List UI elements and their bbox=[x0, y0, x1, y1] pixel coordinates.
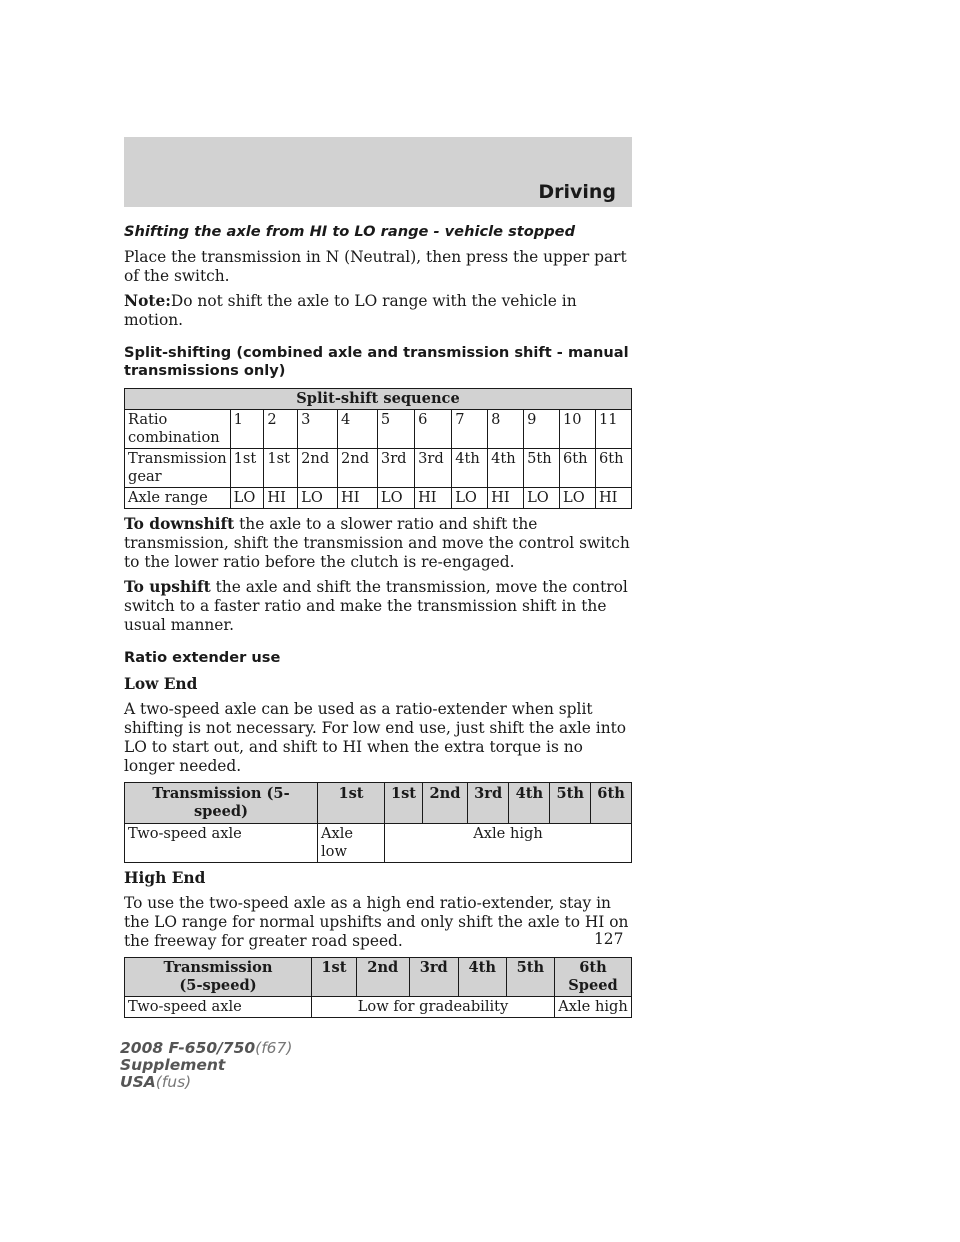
heading-low-end: Low End bbox=[124, 675, 198, 693]
paragraph-neutral: Place the transmission in N (Neutral), then press the upper part of the switch. bbox=[124, 248, 627, 285]
table-cell: 4 bbox=[338, 410, 378, 449]
table-cell: 4th bbox=[452, 449, 488, 488]
heading-split-shifting: Split-shifting (combined axle and transmission shift - manual transmissions only) bbox=[124, 344, 629, 379]
table-cell: 1 bbox=[230, 410, 264, 449]
table-cell: Axle low bbox=[318, 824, 385, 863]
table-cell: 6th bbox=[560, 449, 596, 488]
table-row bbox=[125, 410, 632, 449]
section-header-bar bbox=[124, 137, 632, 207]
table-cell: Axle high bbox=[555, 997, 632, 1018]
table-header-row bbox=[125, 958, 632, 997]
split-shift-table bbox=[124, 388, 632, 509]
footer-market-code: (fus) bbox=[155, 1073, 192, 1091]
table-cell: HI bbox=[595, 488, 631, 509]
heading-ratio-extender: Ratio extender use bbox=[124, 649, 281, 666]
header-line: (5-speed) bbox=[179, 977, 257, 994]
row-label: Transmission gear bbox=[125, 449, 231, 488]
section-title: Driving bbox=[538, 181, 616, 203]
table-cell: 3rd bbox=[377, 449, 414, 488]
table-cell: HI bbox=[415, 488, 452, 509]
table-header-cell: Transmission (5-speed) bbox=[125, 783, 318, 824]
table-header-cell: 6th bbox=[591, 783, 632, 824]
header-line: Transmission bbox=[163, 959, 273, 976]
header-line: 6th bbox=[579, 959, 607, 976]
footer-doc-id bbox=[120, 1040, 292, 1091]
table-cell: HI bbox=[488, 488, 524, 509]
table-cell: 6th bbox=[595, 449, 631, 488]
table-header-cell: 2nd bbox=[423, 783, 468, 824]
table-cell: 7 bbox=[452, 410, 488, 449]
row-label: Two-speed axle bbox=[125, 997, 312, 1018]
table-cell: 1st bbox=[230, 449, 264, 488]
table-header-cell bbox=[125, 958, 312, 997]
table-cell: 1st bbox=[264, 449, 298, 488]
heading-axle-hi-to-lo: Shifting the axle from HI to LO range - vehicle stopped bbox=[124, 223, 576, 240]
footer-market: USA bbox=[120, 1073, 156, 1091]
table-cell: 5 bbox=[377, 410, 414, 449]
table-header-row bbox=[125, 783, 632, 824]
table-cell: LO bbox=[377, 488, 414, 509]
high-end-table bbox=[124, 957, 632, 1018]
paragraph-high-end: To use the two-speed axle as a high end ratio-extender, stay in the LO range for normal upshifts and only shift the axle to HI on the freeway for greater road speed. bbox=[124, 894, 629, 950]
table-cell: 6 bbox=[415, 410, 452, 449]
table-cell: Axle high bbox=[385, 824, 632, 863]
table-cell: 5th bbox=[524, 449, 560, 488]
table-row bbox=[125, 449, 632, 488]
table-row bbox=[125, 824, 632, 863]
page-number: 127 bbox=[594, 930, 624, 948]
table-cell: 3rd bbox=[415, 449, 452, 488]
downshift-paragraph bbox=[124, 515, 632, 572]
table-cell: LO bbox=[524, 488, 560, 509]
footer-model: 2008 F-650/750 bbox=[120, 1039, 256, 1057]
heading-high-end: High End bbox=[124, 869, 206, 887]
table-cell: Low for gradeability bbox=[312, 997, 555, 1018]
table-header-cell: 5th bbox=[550, 783, 591, 824]
table-cell: LO bbox=[298, 488, 338, 509]
table-header-cell: 3rd bbox=[409, 958, 458, 997]
page-content bbox=[124, 218, 632, 1024]
table-cell: 3 bbox=[298, 410, 338, 449]
row-label: Ratio combination bbox=[125, 410, 231, 449]
table-cell: 8 bbox=[488, 410, 524, 449]
table-cell: 2 bbox=[264, 410, 298, 449]
note-paragraph bbox=[124, 292, 632, 330]
downshift-text: the axle to a slower ratio and shift the transmission, shift the transmission and move the control switch to the lower ratio before the clutch is re-engaged. bbox=[124, 515, 630, 571]
note-text: Do not shift the axle to LO range with the vehicle in motion. bbox=[124, 292, 577, 329]
row-label: Two-speed axle bbox=[125, 824, 318, 863]
table-header-cell: 4th bbox=[509, 783, 550, 824]
table-cell: LO bbox=[230, 488, 264, 509]
table-cell: 4th bbox=[488, 449, 524, 488]
table-cell: 2nd bbox=[338, 449, 378, 488]
footer-code: (f67) bbox=[255, 1039, 293, 1057]
footer-supplement: Supplement bbox=[120, 1056, 226, 1074]
paragraph-low-end: A two-speed axle can be used as a ratio-extender when split shifting is not necessary. For low end use, just shift the axle into LO to start out, and shift to HI when the extra torque is no longer needed. bbox=[124, 700, 627, 775]
split-shift-table-title: Split-shift sequence bbox=[125, 389, 632, 410]
downshift-label: To downshift bbox=[124, 515, 235, 533]
row-label: Axle range bbox=[125, 488, 231, 509]
upshift-paragraph bbox=[124, 578, 632, 635]
table-cell: 11 bbox=[595, 410, 631, 449]
table-cell: LO bbox=[452, 488, 488, 509]
low-end-table bbox=[124, 782, 632, 863]
table-row bbox=[125, 997, 632, 1018]
table-header-cell bbox=[555, 958, 632, 997]
table-cell: 10 bbox=[560, 410, 596, 449]
table-header-cell: 2nd bbox=[356, 958, 409, 997]
table-header-cell: 1st bbox=[385, 783, 423, 824]
table-header-cell: 5th bbox=[506, 958, 554, 997]
table-header-cell: 1st bbox=[318, 783, 385, 824]
table-cell: 2nd bbox=[298, 449, 338, 488]
table-header-cell: 4th bbox=[458, 958, 506, 997]
table-cell: LO bbox=[560, 488, 596, 509]
table-cell: HI bbox=[264, 488, 298, 509]
table-cell: HI bbox=[338, 488, 378, 509]
table-cell: 9 bbox=[524, 410, 560, 449]
table-header-cell: 3rd bbox=[467, 783, 508, 824]
upshift-label: To upshift bbox=[124, 578, 211, 596]
upshift-text: the axle and shift the transmission, move the control switch to a faster ratio and make the transmission shift in the usual manner. bbox=[124, 578, 628, 634]
table-header-cell: 1st bbox=[312, 958, 357, 997]
header-line: Speed bbox=[568, 977, 618, 994]
table-row bbox=[125, 488, 632, 509]
note-label: Note: bbox=[124, 292, 171, 310]
